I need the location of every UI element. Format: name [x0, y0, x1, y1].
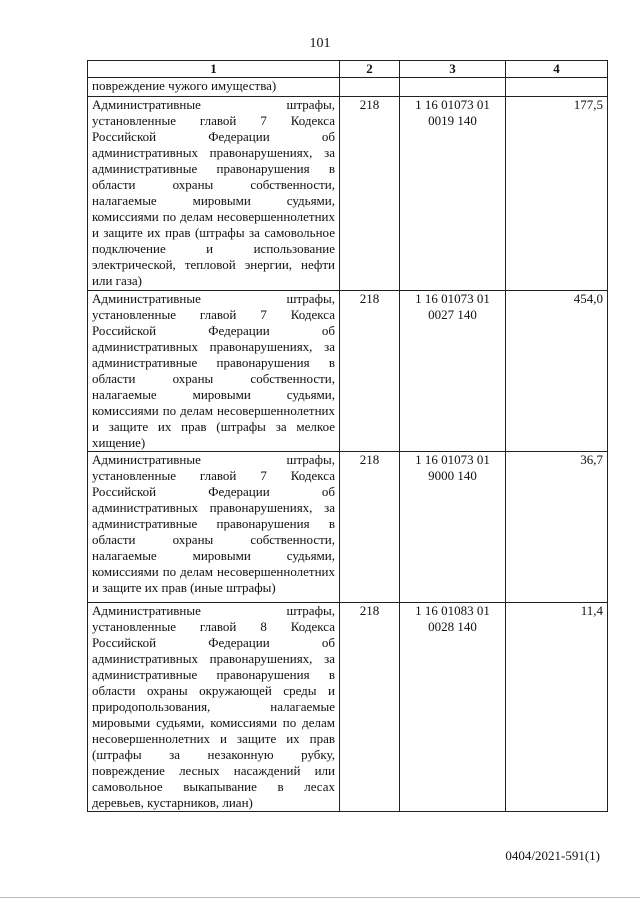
- row-description: Административные штрафы, установленные главой 8 Кодекса Российской Федерации об административных правонарушениях, за административные правонарушения в области охраны окружающей среды и природопользования, налагаемые мировыми судьями, комиссиями по делам несовершеннолетних и защите их прав (штрафы за незаконную рубку, повреждение лесных насаждений или самовольное выкапывание в лесах деревьев, кустарников, лиан): [88, 603, 340, 812]
- row-admin-code: 218: [340, 603, 400, 812]
- row-description: Административные штрафы, установленные главой 7 Кодекса Российской Федерации об административных правонарушениях, за административные правонарушения в области охраны собственности, налагаемые мировыми судьями, комиссиями по делам несовершеннолетних и защите их прав (иные штрафы): [88, 452, 340, 603]
- row-description: Административные штрафы, установленные главой 7 Кодекса Российской Федерации об административных правонарушениях, за административные правонарушения в области охраны собственности, налагаемые мировыми судьями, комиссиями по делам несовершеннолетних и защите их прав (штрафы за мелкое хищение): [88, 291, 340, 452]
- column-header-4: 4: [506, 61, 608, 78]
- table-row: [88, 603, 608, 812]
- row-amount: 454,0: [506, 291, 608, 452]
- page-edge-divider: [0, 897, 640, 898]
- table-row-continuation: [88, 78, 608, 97]
- column-header-3: 3: [400, 61, 506, 78]
- row-budget-code: 1 16 01083 01 0028 140: [400, 603, 506, 812]
- row-admin-code: 218: [340, 452, 400, 603]
- row-description: Административные штрафы, установленные главой 7 Кодекса Российской Федерации об административных правонарушениях, за административные правонарушения в области охраны собственности, налагаемые мировыми судьями, комиссиями по делам несовершеннолетних и защите их прав (штрафы за самовольное подключение и использование электрической, тепловой энергии, нефти или газа): [88, 97, 340, 291]
- revenue-table: [87, 60, 608, 812]
- document-id: 0404/2021-591(1): [505, 848, 600, 863]
- empty-cell: [506, 78, 608, 97]
- table-header-row: [88, 61, 608, 78]
- continuation-text: повреждение чужого имущества): [88, 78, 340, 97]
- row-amount: 177,5: [506, 97, 608, 291]
- row-budget-code: 1 16 01073 01 0019 140: [400, 97, 506, 291]
- row-admin-code: 218: [340, 291, 400, 452]
- table-row: [88, 291, 608, 452]
- row-amount: 11,4: [506, 603, 608, 812]
- table-row: [88, 452, 608, 603]
- empty-cell: [400, 78, 506, 97]
- page-number: 101: [309, 36, 331, 51]
- row-budget-code: 1 16 01073 01 0027 140: [400, 291, 506, 452]
- row-budget-code: 1 16 01073 01 9000 140: [400, 452, 506, 603]
- row-amount: 36,7: [506, 452, 608, 603]
- table-row: [88, 97, 608, 291]
- row-admin-code: 218: [340, 97, 400, 291]
- column-header-2: 2: [340, 61, 400, 78]
- empty-cell: [340, 78, 400, 97]
- column-header-1: 1: [88, 61, 340, 78]
